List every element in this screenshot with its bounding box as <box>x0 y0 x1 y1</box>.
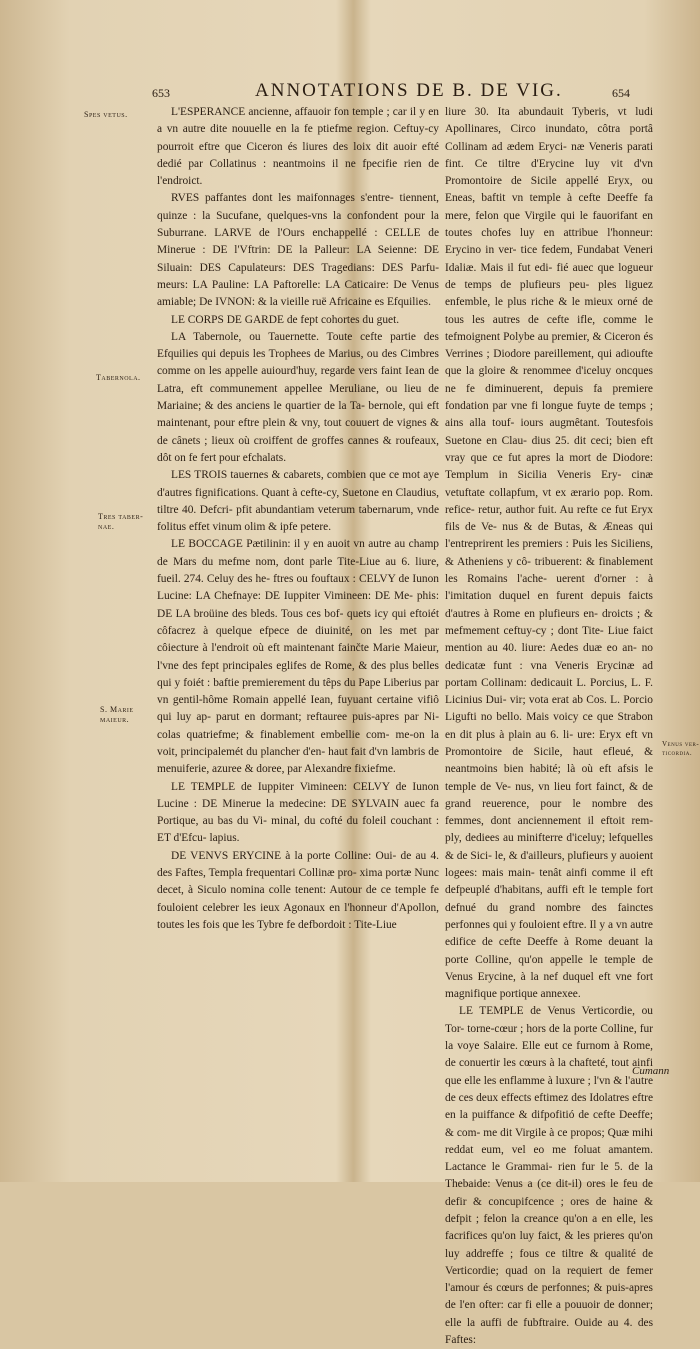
paragraph: LES TROIS tauernes & cabarets, combien que ce mot aye d'autres fignifications. Quant à cefte-cy, Suetone en Claudius, tiltre 40. Defcri- pfit abundantiam veterum tabernarum, vnde folitus effet vinum olim & ipfe petere. <box>157 469 439 534</box>
left-column <box>157 104 439 934</box>
paragraph: LE TEMPLE de Venus Verticordie, ou Tor- torne-cœur ; hors de la porte Colline, fur la voye Salaire. Elle eut ce furnom à Rome, de conuertir les cœurs à la chafteté, tout ainfi que elle les enflamme à luxure ; l'vn & l'autre de ces deux effects eftimez des Idolatres eftre en la puiffance & difpofitió de cefte Deeffe; & com- me dit Virgile à ce propos; Quæ mihi reddat eum, vel eo me foluat amantem. Lactance le Grammai- rien fur le 5. de la Thebaide: Venus a (ce dit-il) ores le feu de defir & concupifcence ; ores de haine & defpit ; felon la creance qu'on a en elle, les facrifices qu'on luy faict, & les prieres qu'on luy addreffe ; fous ce tiltre & qualité de Verticordie; quad on la requiert de femer l'amour és cœurs de perfonnes; & puis-apres de l'en ofter: car fi elle a pouuoir de donner; elle la auffi de fubftraire. Ouide au 4. des Faftes: <box>445 1005 653 1347</box>
paragraph: LE CORPS DE GARDE de fept cohortes du guet. <box>171 313 400 326</box>
paragraph: LA Tabernole, ou Tauernette. Toute cefte partie des Efquilies qui depuis les Trophees de Marius, ou des Cimbres comme on les appelle auiourd'huy, regarde vers faint Iean de Latra, eft communement appellee Meruliane, ou lieu de Mariaine; & des anciens le quartier de la Ta- bernole, qui eft maintenant, pour eftre plein & vny, tout couuert de vignes & de cânets ; lieux où croiffent de groffes cannes & roufeaux, dôt on fe fert pour efchalats. <box>157 330 439 464</box>
page-number-right: 654 <box>612 86 630 100</box>
margin-note-spes: Spes vetus. <box>84 110 128 119</box>
paragraph: liure 30. Ita abundauit Tyberis, vt ludi Apollinares, Circo inundato, côtra portâ Collinam ad ædem Eryci- næ Veneris parati fint. Ce tiltre d'Erycine luy vit d'vn Promontoire de Sicile appellé Eryx, ou Eneas, baftit vn temple à cefte Deeffe fa mere, felon que Virgile qui le fauorifant en toutes chofes luy en attribue l'honneur: Erycino in ver- tice fedem, Fundabat Veneri Idaliæ. Mais il fut edi- fié auec que logueur de temps de plufieurs peu- ples liguez enfemble, le plus riche & le mieux orné de tous les autres de cefte ifle, comme le tefmoignent Polybe au premier, & Ciceron és Verrines ; Diodore pareillement, qui adioufte que la gloire & renommee d'iceluy oncques ne fe diminuerent, depuis fa premiere fondation par vne fi longue fuyte de temps ; ains alla touf- iours augmêtant. Toutesfois Suetone en Clau- dius 25. dit ceci; bien eft vray que ce fut apres la mort de Diodore: Templum in Sicilia Veneris Ery- cinæ vetuftate collapfum, vt ex ærario pop. Rom. refice- retur, author fuit. Au refte ce fut Eryx fils de Ve- nus & de Butas, & Æneas qui l'entreprirent les premiers : Puis les Siciliens, & Atheniens y cô- tribuerent: & finablement les Romains l'ache- uerent d'orner : à l'imitation duquel en furent depuis faicts d'autres à Rome en plufieurs en- droicts ; & mefmement ceftuy-cy ; dont Tite- Liue faict mention au 40. liure: Aedes duæ eo an- no dedicatæ funt : vna Veneris Erycinæ ad portam Collinam: dedicauit L. Porcius, L. F. Licinius Dui- vir; vota erat ab Cos. L. Porcio Ligufti no bello. Mais voicy ce que Strabon en dit plus à plain au 6. li- ure: Eryx eft vn Promontoire de Sicile, haut efleué, & neantmoins bien habité; là où eft afsis le temple de Ve- nus, vn lieu fort fainct, & de grand reuerence, pour le nombre des femmes, dont anciennement il eftoit rem- ply, dediees au minifterre d'iceluy; lefquelles & de Sici- le, & d'ailleurs, plufieurs y auoient logees: mais main- tenât ainfi comme il eft defpeuplé d'habitans, auffi eft le temple fort defnué du grand nombre des fainctes perfonnes qui y fouloient eftre. Il y a vn autre edifice de cefte Deeffe à Rome deuant la porte Colline, qu'on appelle le temple de Venus Erycine, à la nef duquel eft vne fort magnifique portique annexee. <box>445 106 653 1001</box>
margin-note-venus: Venus ver- ticordia. <box>662 740 700 757</box>
paragraph: DE VENVS ERYCINE à la porte Colline: Oui- de au 4. des Faftes, Templa frequentari Collinæ pro- xima portæ Nunc decet, à Siculo nomina colle tenent: Autour de ce temple fe fouloient celebrer les ieux Agonaux en l'honneur d'Apollon, toutes les fois que les Tybre fe defbordoit : Tite-Liue <box>157 849 439 931</box>
page-header <box>0 80 700 104</box>
right-column <box>445 104 653 1349</box>
catchword: Cumann <box>632 1065 670 1077</box>
paragraph: LE TEMPLE de Iuppiter Vimineen: CELVY de Iunon Lucine : DE Minerue la medecine: DE SYLVAIN auec fa Portique, au bas du Vi- minal, du cofté du foleil couchant : ET d'Efcu- lapius. <box>157 780 439 845</box>
margin-note-tres-tabernae: Tres taber- nae. <box>98 512 144 531</box>
margin-note-tabernola: Tabernola. <box>96 373 141 382</box>
paragraph: RVES paffantes dont les maifonnages s'entre- tiennent, quinze : la Sucufane, quelques-vns la confondent pour la Suburrane. LARVE de l'Ours enchappellé : CELLE de Minerue : DE l'Vftrin: DE la Palleur: LA Seienne: DE Siluain: DES Capulateurs: DES Tragedians: DES Parfu- meurs: LA Pauline: LA Paftorelle: LA Caticaire: De Venus amiable; De IVNON: & la vieille ruë Africaine es Efquilies. <box>157 192 439 309</box>
page-number-left: 653 <box>152 86 170 100</box>
paragraph: LE BOCCAGE Pætilinin: il y en auoit vn autre au champ de Mars du mefme nom, dont parle Tite-Liue au 6. liure, fueil. 274. Celuy des he- ftres ou fouftaux : CELVY de Iunon Lucine: LA Chefnaye: DE Iuppiter Vimineen: DE Me- phis: DE LA broüine des bleds. Tous ces bof- quets icy qui eftoiét côfacrez à quelque efpece de diuinité, on les met par côiecture à l'endroit où eft maintenant fainčte Marie Maieur, l'vne des fept principales eglifes de Rome, & des plus belles qui y foiét : baftie premierement du têps du Pape Liberius par vn gentil-hôme Romain appellé Iean, fuyuant certaine vifiô qui luy ap- parut en dormant; reftauree puis-apres par Ni- colas quatriefme; & finablement embellie com- me-on la voit, principalemét du plancher d'en- haut fait d'vn lambris de menuiferie, azuree & doree, par Alexandre fixiefme. <box>157 538 439 776</box>
paragraph: L'ESPERANCE ancienne, affauoir fon temple ; car il y en a vn autre dite nouuelle en la fe ptiefme region. Ceftuy-cy pourroit eftre que Ciceron és liures des loix dit auoir efté dedié par Collatinus : neantmoins il ne fpecifie rien de l'endroict. <box>157 106 439 188</box>
running-title: ANNOTATIONS DE B. DE VIG. <box>255 80 563 101</box>
margin-note-s-marie: S. Marie maieur. <box>100 705 134 724</box>
